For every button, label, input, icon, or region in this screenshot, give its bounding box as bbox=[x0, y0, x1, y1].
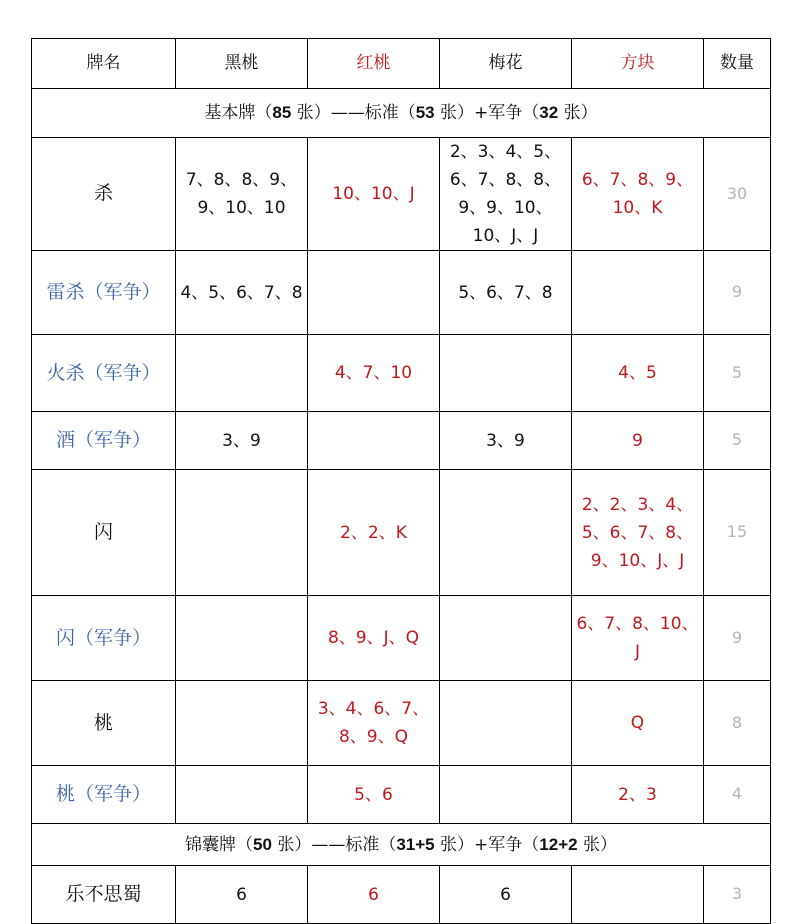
table-row bbox=[32, 766, 771, 824]
header-row bbox=[32, 39, 771, 89]
table-row bbox=[32, 335, 771, 412]
heart-ranks: 2、2、K bbox=[308, 470, 440, 596]
heart-ranks bbox=[308, 412, 440, 470]
heart-ranks: 5、6 bbox=[308, 766, 440, 824]
card-count: 8 bbox=[704, 681, 771, 766]
card-count: 9 bbox=[704, 251, 771, 335]
spade-ranks: 3、9 bbox=[176, 412, 308, 470]
card-count: 15 bbox=[704, 470, 771, 596]
table-row bbox=[32, 412, 771, 470]
card-name: 杀 bbox=[32, 138, 176, 251]
spade-ranks bbox=[176, 681, 308, 766]
club-ranks bbox=[440, 335, 572, 412]
table-row bbox=[32, 681, 771, 766]
heart-ranks: 4、7、10 bbox=[308, 335, 440, 412]
table-row bbox=[32, 138, 771, 251]
card-count: 5 bbox=[704, 412, 771, 470]
spade-ranks: 4、5、6、7、8 bbox=[176, 251, 308, 335]
header-heart: 红桃 bbox=[308, 39, 440, 89]
card-name: 雷杀（军争） bbox=[32, 251, 176, 335]
diamond-ranks bbox=[572, 866, 704, 924]
section-trick-title: 锦囊牌（50 张）——标准（31+5 张）+军争（12+2 张） bbox=[32, 824, 771, 866]
diamond-ranks: 9 bbox=[572, 412, 704, 470]
header-spade: 黑桃 bbox=[176, 39, 308, 89]
diamond-ranks: 2、3 bbox=[572, 766, 704, 824]
diamond-ranks bbox=[572, 251, 704, 335]
heart-ranks: 10、10、J bbox=[308, 138, 440, 251]
club-ranks: 3、9 bbox=[440, 412, 572, 470]
card-distribution-table bbox=[31, 38, 771, 924]
card-count: 4 bbox=[704, 766, 771, 824]
diamond-ranks: 2、2、3、4、5、6、7、8、9、10、J、J bbox=[572, 470, 704, 596]
spade-ranks: 6 bbox=[176, 866, 308, 924]
club-ranks: 2、3、4、5、6、7、8、8、9、9、10、10、J、J bbox=[440, 138, 572, 251]
spade-ranks bbox=[176, 596, 308, 681]
section-trick-cards bbox=[32, 824, 771, 866]
table-row bbox=[32, 596, 771, 681]
header-count: 数量 bbox=[704, 39, 771, 89]
card-count: 30 bbox=[704, 138, 771, 251]
diamond-ranks: Q bbox=[572, 681, 704, 766]
header-diamond: 方块 bbox=[572, 39, 704, 89]
card-name: 闪 bbox=[32, 470, 176, 596]
section-basic-cards bbox=[32, 89, 771, 138]
section-basic-title: 基本牌（85 张）——标准（53 张）+军争（32 张） bbox=[32, 89, 771, 138]
header-card-name: 牌名 bbox=[32, 39, 176, 89]
card-name: 桃（军争） bbox=[32, 766, 176, 824]
heart-ranks: 6 bbox=[308, 866, 440, 924]
club-ranks bbox=[440, 766, 572, 824]
heart-ranks bbox=[308, 251, 440, 335]
table-row bbox=[32, 470, 771, 596]
spade-ranks bbox=[176, 766, 308, 824]
club-ranks bbox=[440, 681, 572, 766]
card-count: 5 bbox=[704, 335, 771, 412]
card-count: 9 bbox=[704, 596, 771, 681]
spade-ranks bbox=[176, 335, 308, 412]
card-name: 闪（军争） bbox=[32, 596, 176, 681]
club-ranks bbox=[440, 596, 572, 681]
club-ranks bbox=[440, 470, 572, 596]
club-ranks: 6 bbox=[440, 866, 572, 924]
header-club: 梅花 bbox=[440, 39, 572, 89]
heart-ranks: 3、4、6、7、8、9、Q bbox=[308, 681, 440, 766]
card-name: 火杀（军争） bbox=[32, 335, 176, 412]
card-name: 酒（军争） bbox=[32, 412, 176, 470]
heart-ranks: 8、9、J、Q bbox=[308, 596, 440, 681]
diamond-ranks: 6、7、8、10、J bbox=[572, 596, 704, 681]
table-row bbox=[32, 866, 771, 924]
table-row bbox=[32, 251, 771, 335]
club-ranks: 5、6、7、8 bbox=[440, 251, 572, 335]
diamond-ranks: 6、7、8、9、10、K bbox=[572, 138, 704, 251]
card-name: 桃 bbox=[32, 681, 176, 766]
spade-ranks: 7、8、8、9、9、10、10 bbox=[176, 138, 308, 251]
diamond-ranks: 4、5 bbox=[572, 335, 704, 412]
spade-ranks bbox=[176, 470, 308, 596]
card-count: 3 bbox=[704, 866, 771, 924]
card-name: 乐不思蜀 bbox=[32, 866, 176, 924]
